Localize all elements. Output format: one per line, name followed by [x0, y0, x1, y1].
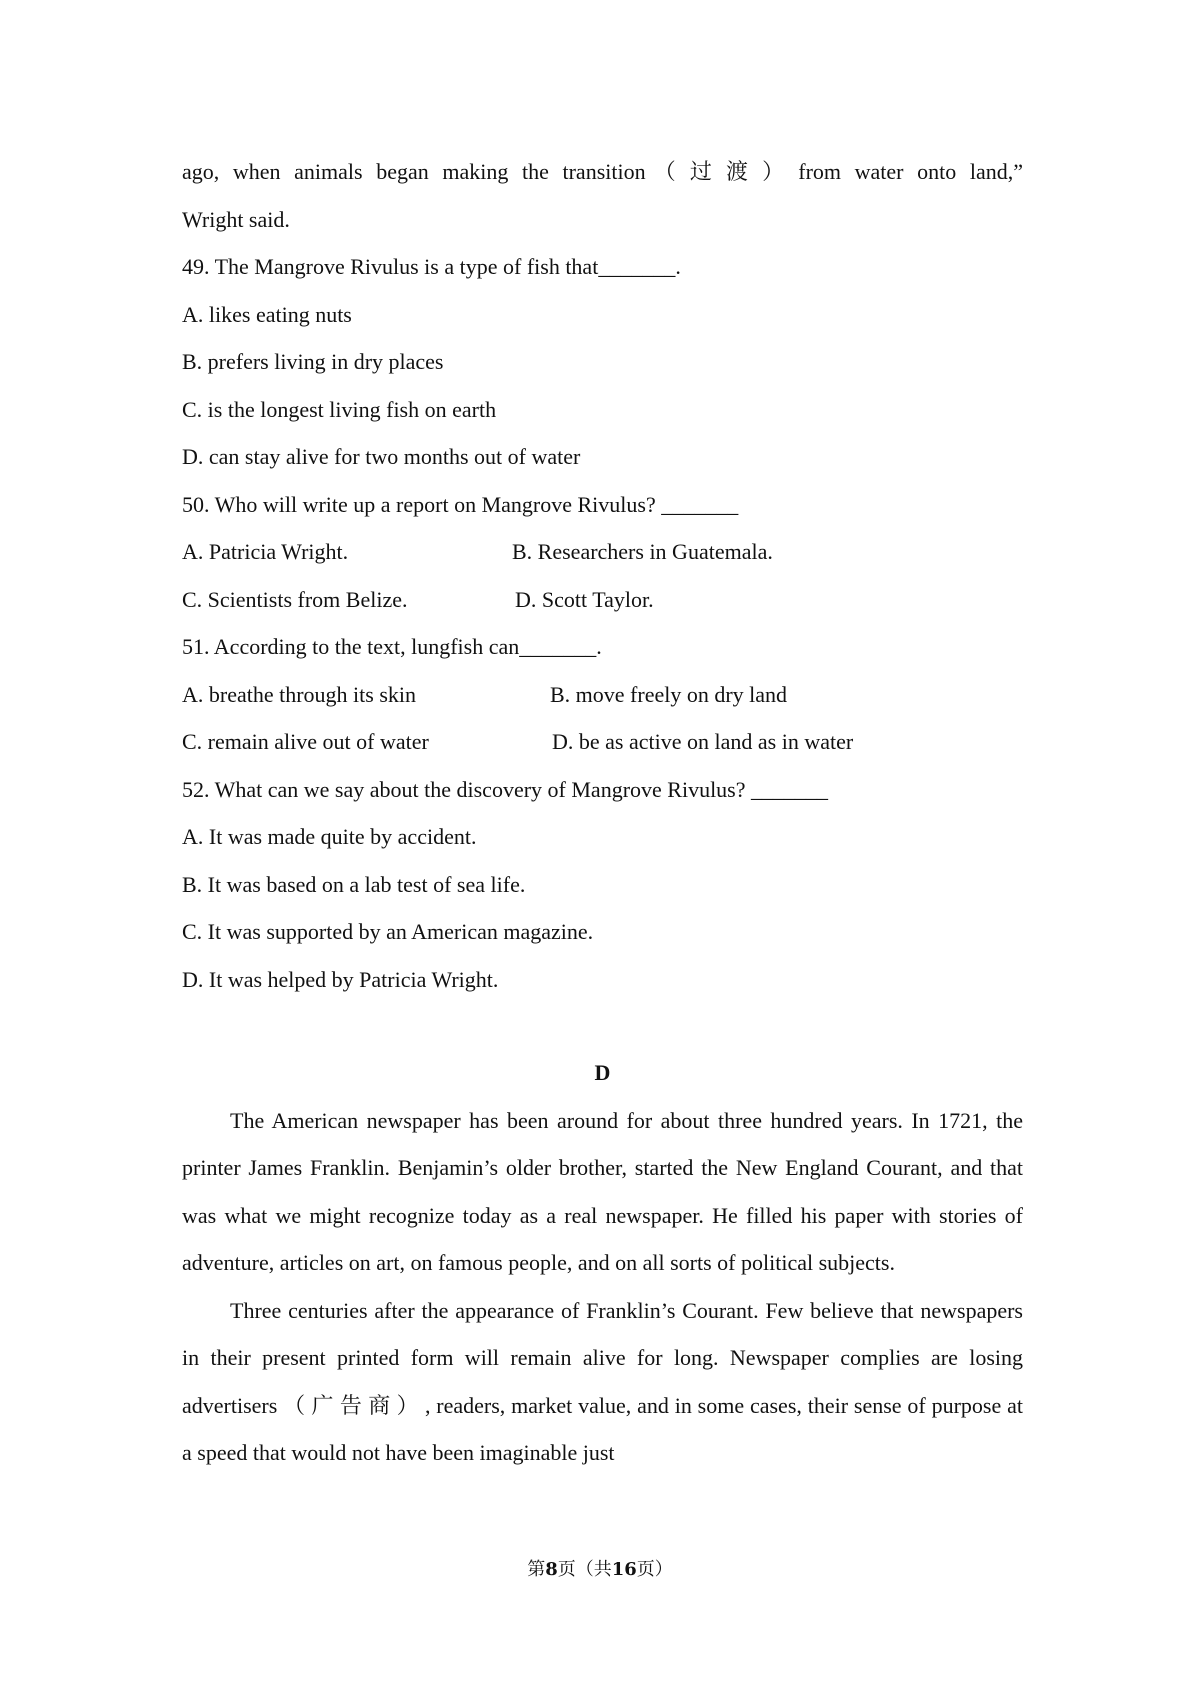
answer-option: A. It was made quite by accident. — [182, 824, 477, 849]
chinese-gloss: （广告商） — [283, 1392, 425, 1418]
answer-option: D. can stay alive for two months out of water — [182, 444, 581, 469]
paragraph-text: , readers, market value, and in some cases, their sense of purpose at a speed that would not have been imaginable just — [182, 1392, 1023, 1465]
answer-option: B. prefers living in dry places — [182, 349, 444, 374]
option-row — [182, 671, 1023, 719]
answer-option: C. is the longest living fish on earth — [182, 396, 497, 422]
answer-option: B. Researchers in Guatemala. — [512, 539, 773, 564]
footer-text: 第 — [527, 1559, 546, 1580]
question-stem: 51. According to the text, lungfish can_______. — [182, 634, 602, 659]
footer-text: 页（共 — [557, 1559, 612, 1580]
answer-option: D. Scott Taylor. — [515, 586, 654, 612]
paragraph — [182, 1287, 1023, 1477]
paragraph-text: Three centuries after the appearance of Franklin’s Courant. Few believe that newspapers in their present printed form will remain alive for long. Newspaper complies are losing advertisers — [182, 1297, 1023, 1418]
question-stem: 50. Who will write up a report on Mangrove Rivulus? _______ — [182, 491, 739, 517]
option-row — [182, 528, 1023, 576]
answer-option: A. likes eating nuts — [182, 301, 352, 327]
passage-line — [182, 148, 1023, 196]
answer-option: A. Patricia Wright. — [182, 539, 349, 564]
page-total: 16 — [611, 1559, 637, 1580]
footer-text: 页） — [636, 1559, 673, 1580]
option-row — [182, 718, 1023, 766]
answer-option: B. It was based on a lab test of sea life. — [182, 871, 526, 897]
question-stem: 52. What can we say about the discovery of Mangrove Rivulus? _______ — [182, 776, 829, 802]
answer-option: C. It was supported by an American magazine. — [182, 919, 594, 944]
page-footer — [0, 1555, 1200, 1581]
paragraph: The American newspaper has been around for about three hundred years. In 1721, the printer James Franklin. Benjamin’s older brother, started the New England Courant, and that was what we might recognize today as a real newspaper. He filled his paper with stories of adventure, articles on art, on famous people, and on all sorts of political subjects. — [182, 1107, 1023, 1275]
answer-option: B. move freely on dry land — [550, 681, 788, 707]
exam-page — [182, 148, 1023, 1477]
chinese-gloss: （过渡） — [645, 159, 799, 184]
passage-text: from water onto land,” — [798, 159, 1024, 184]
passage-line: Wright said. — [182, 206, 290, 232]
answer-option: C. remain alive out of water — [182, 729, 429, 754]
passage-text: ago, when animals began making the transition — [182, 159, 646, 184]
option-row — [182, 576, 1023, 624]
question-stem: 49. The Mangrove Rivulus is a type of fish that_______. — [182, 254, 681, 279]
section-heading: D — [594, 1060, 611, 1085]
answer-option: D. be as active on land as in water — [552, 729, 854, 754]
answer-option: D. It was helped by Patricia Wright. — [182, 966, 499, 992]
answer-option: A. breathe through its skin — [182, 681, 417, 707]
page-number: 8 — [545, 1559, 558, 1580]
answer-option: C. Scientists from Belize. — [182, 586, 408, 612]
